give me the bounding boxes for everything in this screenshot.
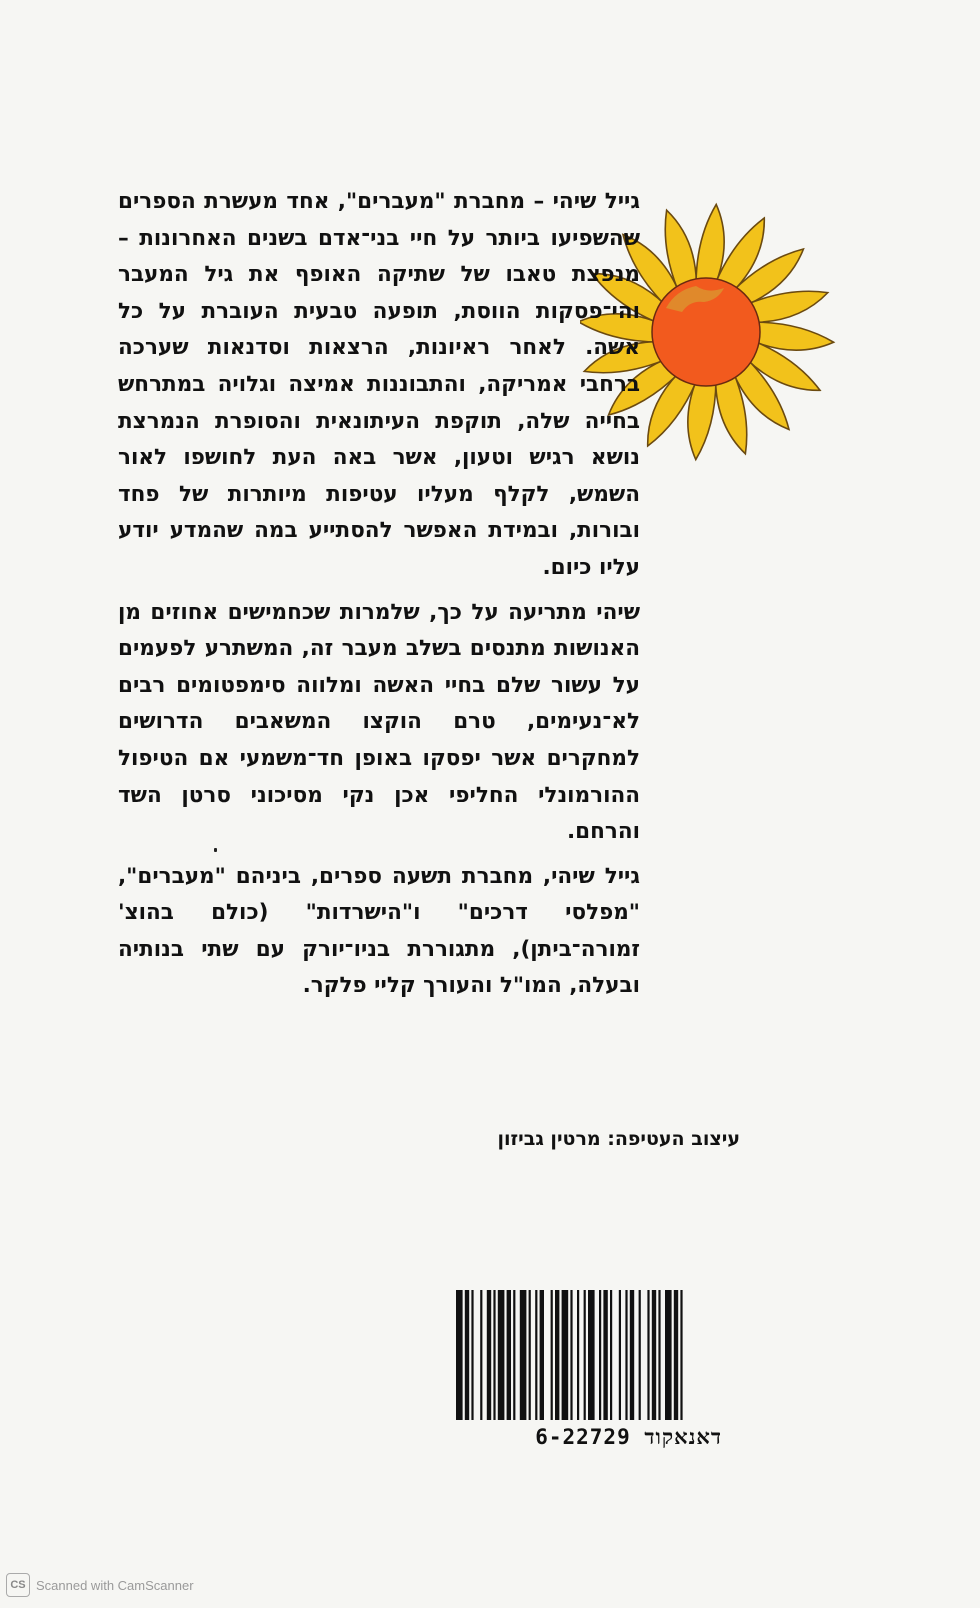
print-speck [214,848,217,852]
barcode-bar [619,1290,621,1420]
barcode-bar [456,1290,463,1420]
barcode-bar [570,1290,572,1420]
blurb-paragraph: גייל שיהי – מחברת "מעברים", אחד מעשרת הספרים שהשפיעו ביותר על חיי בני־אדם בשנים האחרונות – מנפצת טאבו של שתיקה האופף את גיל המעבר והי־פסקות הווסת, תופעה טבעית העוברת על כל אשה. לאחר ראיונות, הרצאות וסדנאות שערכה ברחבי אמריקה, והתבוננות אמיצה וגלויה במתרחש בחייה שלה, תוקפת העיתונאית והסופרת הנמרצת נושא רגיש וטעון, אשר באה העת לחושפו לאור השמש, לקלף מעליו עטיפות מיותרות של פחד ובורות, ובמידת האפשר להסתייע במה שהמדע יודע עליו כיום. [118,189,640,580]
barcode-bar [487,1290,491,1420]
barcode-bar [498,1290,505,1420]
barcode-bar [658,1290,660,1420]
barcode-bar [610,1290,612,1420]
barcode-bar [665,1290,672,1420]
barcode-block [452,1290,722,1460]
barcode-bar [555,1290,559,1420]
barcode-bar [625,1290,627,1420]
barcode-bar [520,1290,527,1420]
barcode-bar [493,1290,495,1420]
barcode-number: דאנאקוד 6-22729 [535,1425,722,1449]
barcode-bar [674,1290,678,1420]
sun-ray [688,381,716,460]
barcode-bar [480,1290,482,1420]
sun-ray [696,204,724,283]
barcode-bar [562,1290,569,1420]
camscanner-logo: CS [6,1573,30,1597]
back-cover-blurb [118,184,640,1013]
blurb-paragraph: שיהי מתריעה על כך, שלמרות שכחמישים אחוזים מן האנושות מתנסים בשלב מעבר זה, המשתרע לפעמים על עשור שלם בחיי האשה ומלווה סימפטומים רבים לא־נעימים, טרם הוקצו המשאבים הדרושים למחקרים אשר יפסקו באופן חד־משמעי אם הטיפול ההורמונלי החליפי אכן נקי מסיכוני סרטן השד והרחם. [118,599,640,845]
scanner-watermark [6,1572,194,1598]
barcode-icon [452,1290,722,1420]
barcode-bar [465,1290,469,1420]
barcode-bar [680,1290,682,1420]
barcode-bar [599,1290,601,1420]
barcode-bar [535,1290,537,1420]
barcode-bar [584,1290,586,1420]
watermark-text: Scanned with CamScanner [36,1577,194,1593]
barcode-bar [603,1290,607,1420]
barcode-bar [630,1290,634,1420]
barcode-bar [540,1290,544,1420]
cover-design-credit: עיצוב העטיפה: מרטין גביזון [497,1128,740,1150]
barcode-bar [588,1290,595,1420]
barcode-bar [551,1290,553,1420]
barcode-bar [513,1290,515,1420]
barcode-bar [647,1290,649,1420]
sun-ray [755,322,834,350]
barcode-bar [529,1290,531,1420]
barcode-bar [471,1290,473,1420]
barcode-bar [507,1290,511,1420]
barcode-bar [577,1290,579,1420]
blurb-paragraph: גייל שיהי, מחברת תשעה ספרים, ביניהם "מעברים", "מפלסי דרכים" ו"הישרדות" (כולם בהוצ' זמורה־ביתן), מתגוררת בניו־יורק עם שתי בנותיה ובעלה, המו"ל והעורך קליי פלקר. [118,863,640,999]
barcode-bar [639,1290,641,1420]
barcode-bar [652,1290,656,1420]
